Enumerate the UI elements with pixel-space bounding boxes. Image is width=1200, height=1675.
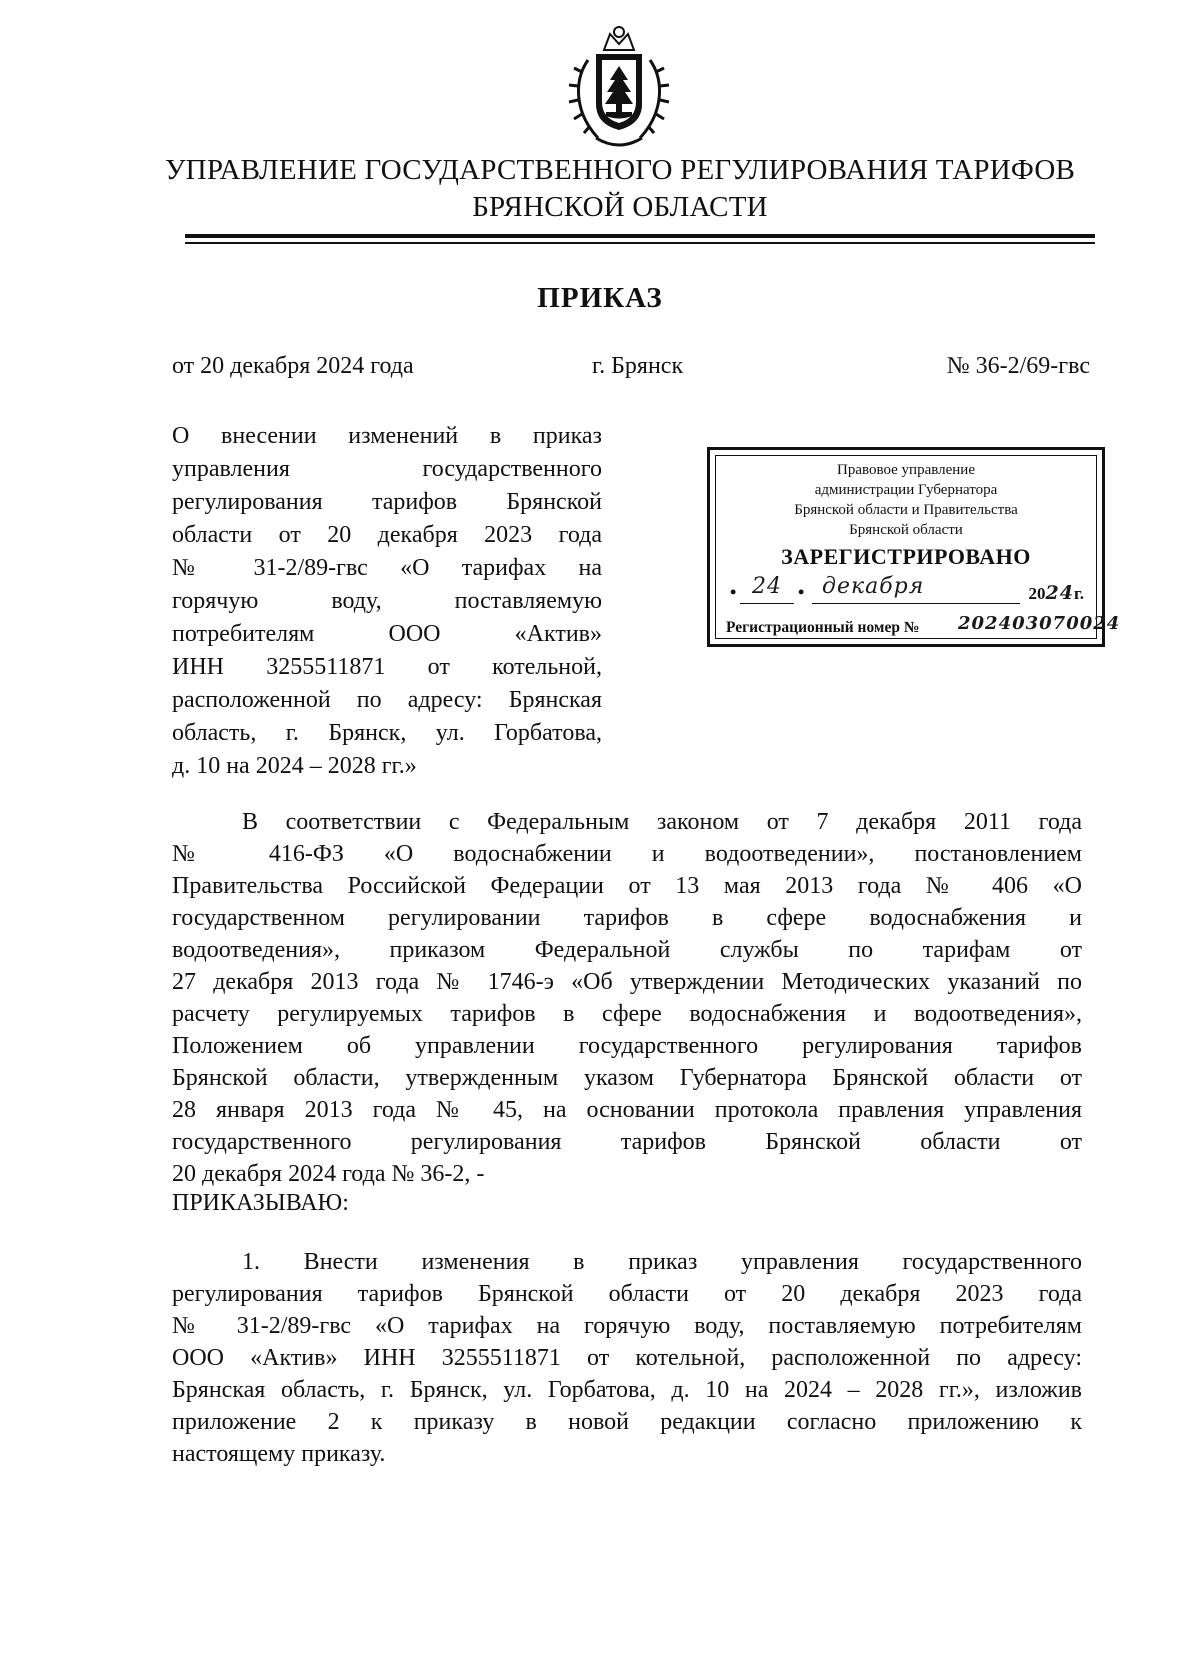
preamble-line: государственном регулировании тарифов в сфере водоснабжения и <box>172 905 1082 931</box>
coat-of-arms-emblem <box>560 20 678 155</box>
stamp-inner-frame <box>715 455 1121 639</box>
header-divider-thick <box>185 234 1095 238</box>
subject-line: область, г. Брянск, ул. Горбатова, <box>172 720 602 746</box>
stamp-date-dot: • <box>730 582 737 602</box>
stamp-authority <box>716 460 1096 540</box>
order-item-line: ООО «Актив» ИНН 3255511871 от котельной, расположенной по адресу: <box>172 1345 1082 1371</box>
order-city: г. Брянск <box>592 353 684 379</box>
stamp-day-underline <box>740 603 794 604</box>
header-divider-thin <box>185 242 1095 244</box>
order-item-1 <box>172 1246 1082 1470</box>
preamble-line: Брянской области, утвержденным указом Губернатора Брянской области от <box>172 1065 1082 1091</box>
handwritten-month: декабря <box>822 574 925 599</box>
stamp-year-prefix: 20 <box>1028 584 1046 603</box>
handwritten-day: 24 <box>752 574 782 599</box>
stamp-date-line <box>730 576 1086 606</box>
order-item-line: настоящему приказу. <box>172 1441 386 1467</box>
stamp-authority-line: Правовое управление <box>837 462 975 478</box>
organization-line-2: БРЯНСКОЙ ОБЛАСТИ <box>472 191 768 223</box>
preamble-line: 20 декабря 2024 года № 36-2, - <box>172 1161 485 1187</box>
order-item-line: Брянская область, г. Брянск, ул. Горбатова, д. 10 на 2024 – 2028 гг.», изложив <box>172 1377 1082 1403</box>
order-subject <box>172 420 602 783</box>
subject-line: области от 20 декабря 2023 года <box>172 522 602 548</box>
stamp-authority-line: Брянской области и Правительства <box>794 502 1018 518</box>
subject-line: управления государственного <box>172 456 602 482</box>
order-item-line: № 31-2/89-гвс «О тарифах на горячую воду, поставляемую потребителям <box>172 1313 1082 1339</box>
subject-line: О внесении изменений в приказ <box>172 423 602 449</box>
preamble-line: государственного регулирования тарифов Брянской области от <box>172 1129 1082 1155</box>
subject-line: расположенной по адресу: Брянская <box>172 687 602 713</box>
stamp-year <box>1028 582 1084 604</box>
order-directive-word: ПРИКАЗЫВАЮ: <box>172 1190 349 1216</box>
organization-line-1: УПРАВЛЕНИЕ ГОСУДАРСТВЕННОГО РЕГУЛИРОВАНИЯ ТАРИФОВ <box>164 154 1076 186</box>
order-number: № 36-2/69-гвс <box>946 353 1090 379</box>
preamble-line: № 416-ФЗ «О водоснабжении и водоотведении», постановлением <box>172 841 1082 867</box>
preamble-line: водоотведения», приказом Федеральной службы по тарифам от <box>172 937 1082 963</box>
preamble-line: Правительства Российской Федерации от 13 мая 2013 года № 406 «О <box>172 873 1082 899</box>
document-type-heading: ПРИКАЗ <box>537 282 663 314</box>
subject-line: регулирования тарифов Брянской <box>172 489 602 515</box>
stamp-registration-number <box>726 613 1121 637</box>
stamp-year-suffix: г. <box>1073 584 1084 603</box>
stamp-date-dot: • <box>798 582 805 602</box>
subject-line: потребителям ООО «Актив» <box>172 621 602 647</box>
order-item-line: регулирования тарифов Брянской области от 20 декабря 2023 года <box>172 1281 1082 1307</box>
preamble-line: расчету регулируемых тарифов в сфере водоснабжения и водоотведения», <box>172 1001 1082 1027</box>
preamble-line: 27 декабря 2013 года № 1746-э «Об утверждении Методических указаний по <box>172 969 1082 995</box>
order-item-line: приложение 2 к приказу в новой редакции согласно приложению к <box>172 1409 1082 1435</box>
subject-line: д. 10 на 2024 – 2028 гг.» <box>172 753 417 779</box>
stamp-authority-line: Брянской области <box>849 522 963 538</box>
preamble-line: 28 января 2013 года № 45, на основании протокола правления управления <box>172 1097 1082 1123</box>
handwritten-reg-number: 202403070024 <box>958 613 1121 634</box>
preamble-line: Положением об управлении государственного регулирования тарифов <box>172 1033 1082 1059</box>
stamp-month-underline <box>812 603 1020 604</box>
stamp-authority-line: администрации Губернатора <box>814 482 998 498</box>
organization-title <box>150 152 1090 226</box>
stamp-registered-label: ЗАРЕГИСТРИРОВАНО <box>781 544 1031 569</box>
stamp-reg-number-label: Регистрационный номер № <box>726 619 920 636</box>
subject-line: ИНН 3255511871 от котельной, <box>172 654 602 680</box>
order-date: от 20 декабря 2024 года <box>172 353 414 379</box>
handwritten-year: 24 <box>1045 582 1074 604</box>
subject-line: № 31-2/89-гвс «О тарифах на <box>172 555 602 581</box>
subject-line: горячую воду, поставляемую <box>172 588 602 614</box>
preamble-line: В соответствии с Федеральным законом от 7 декабря 2011 года <box>242 809 1082 835</box>
registration-stamp <box>707 447 1121 647</box>
order-item-line: 1. Внести изменения в приказ управления государственного <box>242 1249 1082 1275</box>
preamble-paragraph <box>172 806 1082 1190</box>
